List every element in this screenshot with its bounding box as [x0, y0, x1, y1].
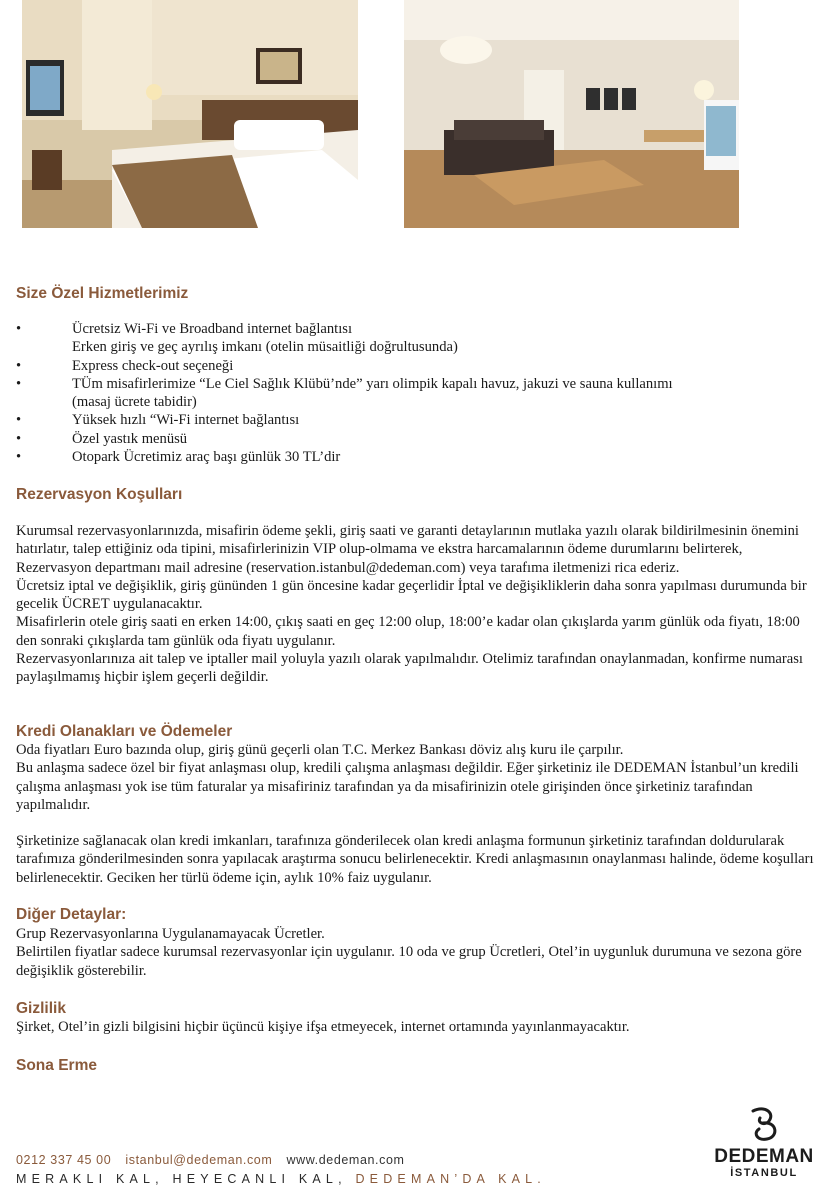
reservation-paragraph: Ücretsiz iptal ve değişiklik, giriş gününden 1 gün öncesine kadar geçerlidir İptal ve değişikliklerin daha sonra yapılması durumunda bir gecelik ÜCRET uygulanacaktır.: [16, 577, 807, 613]
credit-text: [16, 741, 816, 887]
reservation-text: [16, 522, 816, 687]
footer-phone[interactable]: 0212 337 45 00: [16, 1153, 112, 1167]
service-text: Ücretsiz Wi-Fi ve Broadband internet bağlantısı: [72, 321, 352, 337]
service-item: [16, 357, 816, 375]
logo-city: İSTANBUL: [730, 1167, 798, 1179]
logo-brand: DEDEMAN: [714, 1146, 814, 1167]
other-details-heading: Diğer Detaylar:: [16, 906, 127, 923]
service-item: [16, 448, 816, 466]
service-text-extra: Erken giriş ve geç ayrılış imkanı (otelin müsaitliği doğrultusunda): [72, 339, 458, 356]
slogan-accent: DEDEMAN’DA KAL.: [355, 1172, 546, 1186]
services-heading: Size Özel Hizmetlerimiz: [16, 285, 189, 302]
services-list: [16, 320, 816, 466]
slogan-main: MERAKLI KAL, HEYECANLI KAL,: [16, 1172, 356, 1186]
service-text: Express check-out seçeneği: [72, 357, 234, 374]
other-paragraph: Grup Rezervasyonlarına Uygulanamayacak Ücretler.: [16, 926, 325, 942]
reservation-paragraph: Kurumsal rezervasyonlarınızda, misafirin ödeme şekli, giriş saati ve garanti detaylarının mutlaka yazılı olarak bildirilmesinin önemini hatırlatır, talep ettiğiniz oda tipini, misafirlerinizin VIP olup-olmama ve ekstra harcamalarının ödeme durumlarını belirterek, Rezervasyon departmanı mail adresine (reservation.istanbul@dedeman.com) veya tarafıma iletmenizi rica ederiz.: [16, 523, 799, 576]
privacy-paragraph: Şirket, Otel’in gizli bilgisini hiçbir üçüncü kişiye ifşa etmeyecek, internet ortamında yayınlanmayacaktır.: [16, 1019, 630, 1035]
reservation-heading: Rezervasyon Koşulları: [16, 486, 183, 503]
service-text: Yüksek hızlı “Wi-Fi internet bağlantısı: [72, 412, 300, 429]
service-text: TÜm misafirlerimize “Le Ciel Sağlık Klübü’nde” yarı olimpik kapalı havuz, jakuzi ve sauna kullanımı: [72, 375, 673, 392]
hotel-suite-living-room-photo: [404, 0, 739, 228]
hotel-bedroom-photo: [22, 0, 358, 228]
service-text-extra: (masaj ücrete tabidir): [72, 394, 197, 411]
footer-slogan: [16, 1172, 546, 1186]
other-details-text: [16, 925, 816, 980]
footer-contacts: [16, 1153, 415, 1167]
credit-paragraph: Bu anlaşma sadece özel bir fiyat anlaşması olup, kredili çalışma anlaşması değildir. Eğer şirketiniz ile DEDEMAN İstanbul’un kredili çalışma anlaşması yok ise tüm faturalar ya misafiriniz tarafından ya da misafirinizin otele girişinden önce şirketiniz tarafından yapılmalıdır.: [16, 760, 799, 813]
credit-heading: Kredi Olanakları ve Ödemeler: [16, 723, 233, 740]
service-text: Özel yastık menüsü: [72, 430, 188, 447]
service-item: [16, 320, 816, 357]
footer-email[interactable]: istanbul@dedeman.com: [125, 1153, 273, 1167]
reservation-paragraph: Rezervasyonlarınıza ait talep ve iptaller mail yoluyla yazılı olarak yapılmalıdır. Otelimiz tarafından onaylanmadan, konfirme numarası paylaşılmamış hiçbir işlem geçerli değildir.: [16, 651, 803, 686]
reservation-paragraph: Misafirlerin otele giriş saati en erken 14:00, çıkış saati en geç 12:00 olup, 18:00’e kadar olan çıkışlarda yarım günlük oda fiyatı, 18:00 den sonraki çıkışlarda tam günlük oda fiyatı uygulanır.: [16, 614, 800, 649]
dedeman-logo-icon: [745, 1105, 783, 1143]
privacy-heading: Gizlilik: [16, 1000, 66, 1017]
privacy-text: [16, 1018, 816, 1036]
other-paragraph: Belirtilen fiyatlar sadece kurumsal rezervasyonlar için uygulanır. 10 oda ve grup Ücretleri, Otel’in uygunluk durumuna ve sezona göre değişiklik gösterebilir.: [16, 944, 802, 979]
dedeman-logo: [706, 1105, 822, 1189]
credit-paragraph: Şirketinize sağlanacak olan kredi imkanları, tarafınıza gönderilecek olan kredi anlaşma formunun şirketiniz tarafından doldurularak tarafımıza gönderilmesinden sonra yapılacak araştırma sonucu belirlenecektir. Kredi anlaşmasının onaylanması halinde, ödeme koşulları belirlenecektir. Geciken her türlü ödeme için, aylık 10% faiz uygulanır.: [16, 833, 814, 886]
service-text: Otopark Ücretimiz araç başı günlük 30 TL’dir: [72, 449, 341, 466]
service-item: [16, 430, 816, 448]
service-item: [16, 375, 816, 412]
expiry-heading: Sona Erme: [16, 1057, 97, 1074]
footer-website[interactable]: www.dedeman.com: [286, 1153, 405, 1167]
credit-paragraph: Oda fiyatları Euro bazında olup, giriş günü geçerli olan T.C. Merkez Bankası döviz alış kuru ile çarpılır.: [16, 742, 624, 758]
service-item: [16, 411, 816, 429]
